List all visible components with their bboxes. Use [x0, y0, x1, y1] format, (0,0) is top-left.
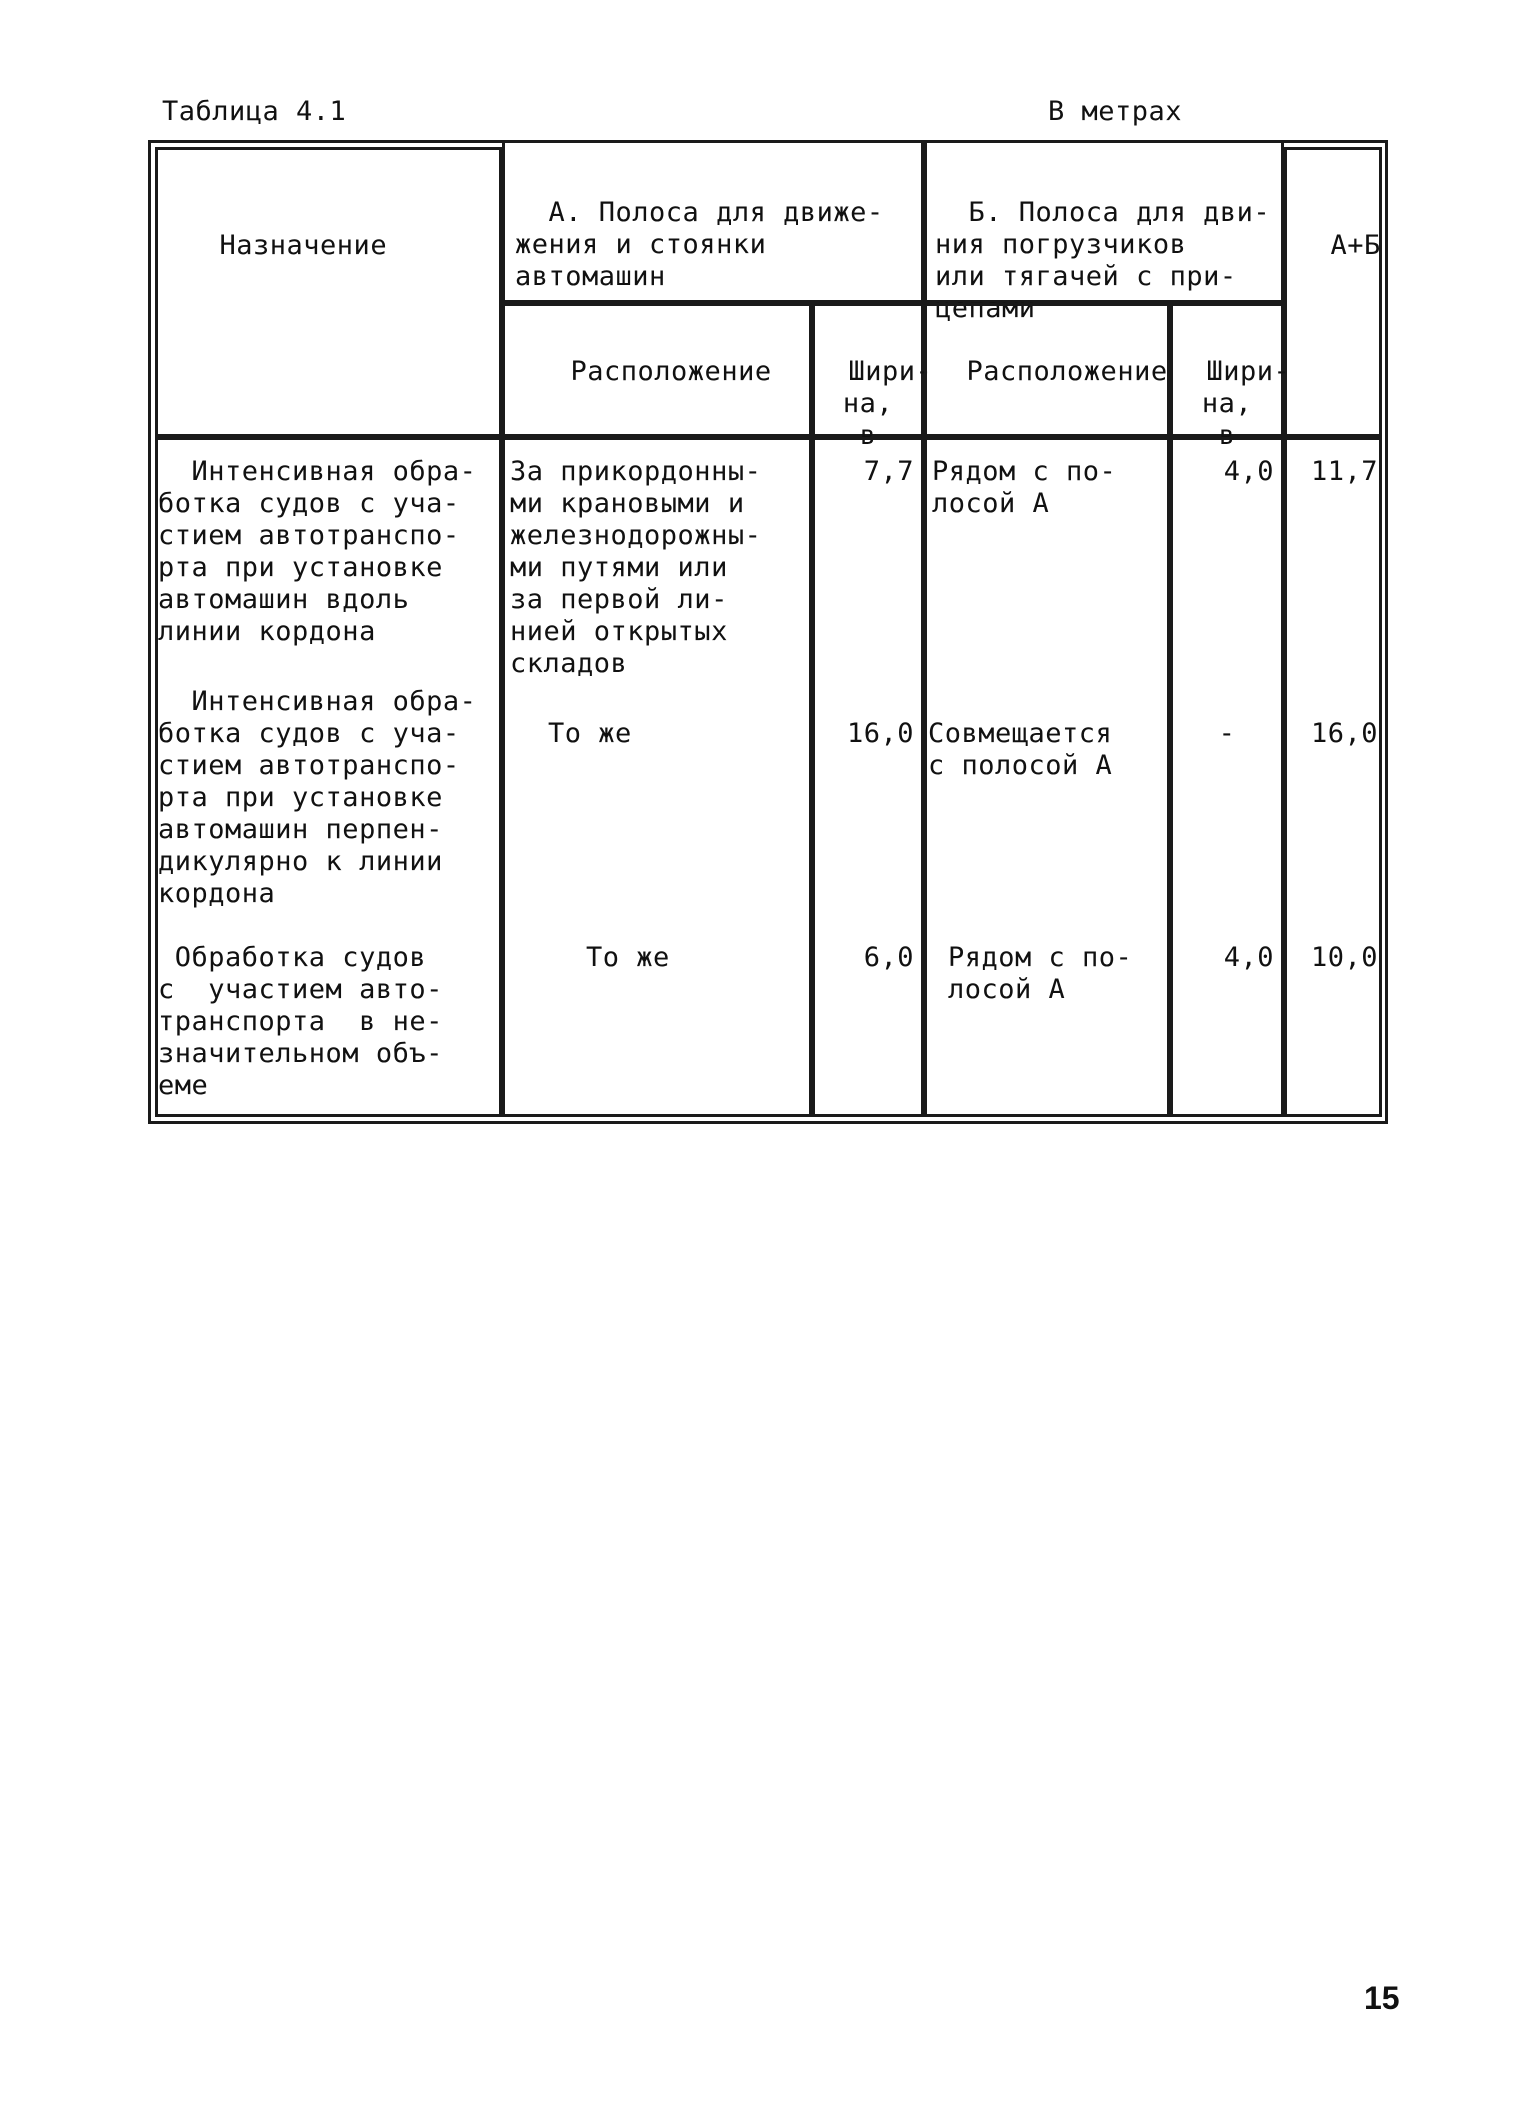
body-col-b-width: [1170, 437, 1284, 1117]
row-3-a-width: 6,0: [863, 942, 914, 973]
row-3-b-location: Рядом с по- лосой А: [948, 942, 1133, 1005]
header-a-location: [502, 303, 812, 437]
row-3-b-width: 4,0: [1223, 942, 1274, 973]
header-b-location-text: Расположение: [966, 356, 1168, 387]
header-a-width-text: Шири- на, в: [842, 356, 933, 451]
row-2-b-width: -: [1218, 718, 1236, 749]
header-purpose: [155, 147, 502, 437]
page-number: 15: [1364, 1980, 1400, 2016]
header-purpose-text: Назначение: [219, 230, 388, 261]
table-units: В метрах: [1048, 96, 1183, 127]
row-1-purpose: Интенсивная обра- ботка судов с уча- стием автотранспо- рта при установке автомашин вдоль линии кордона: [158, 456, 477, 647]
header-total-text: А+Б: [1330, 230, 1381, 261]
row-1-b-location: Рядом с по- лосой А: [932, 456, 1117, 519]
table-title: Таблица 4.1: [162, 96, 347, 127]
header-group-a: [502, 140, 924, 303]
header-b-width-text: Шири- на, в: [1201, 356, 1291, 451]
row-1-b-width: 4,0: [1223, 456, 1274, 487]
row-2-a-location: То же: [548, 718, 632, 749]
header-total: [1284, 147, 1382, 437]
body-col-total: [1284, 437, 1382, 1117]
row-3-a-location: То же: [586, 942, 670, 973]
row-2-purpose: Интенсивная обра- ботка судов с уча- стием автотранспо- рта при установке автомашин перпен- дикулярно к линии кордона: [158, 686, 477, 909]
header-group-b: [924, 140, 1284, 324]
header-a-location-text: Расположение: [570, 356, 772, 387]
row-3-total: 10,0: [1310, 942, 1378, 973]
header-b-width: [1170, 303, 1291, 451]
row-3-purpose: Обработка судов с участием авто- транспорта в не- значительном объ- еме: [158, 942, 443, 1101]
header-a-width: [812, 303, 933, 451]
header-group-a-text: А. Полоса для движе- жения и стоянки автомашин: [515, 197, 884, 292]
row-2-a-width: 16,0: [846, 718, 914, 749]
row-1-total: 11,7: [1310, 456, 1378, 487]
row-2-total: 16,0: [1310, 718, 1378, 749]
body-col-a-width: [812, 437, 924, 1117]
row-1-a-width: 7,7: [863, 456, 914, 487]
header-b-location: [924, 303, 1170, 437]
header-group-b-text: Б. Полоса для дви- ния погрузчиков или тягачей с при- цепами: [935, 197, 1271, 324]
row-1-a-location: За прикордонны- ми крановыми и железнодорожны- ми путями или за первой ли- нией открытых складов: [510, 456, 762, 679]
row-2-b-location: Совмещается с полосой А: [928, 718, 1113, 781]
